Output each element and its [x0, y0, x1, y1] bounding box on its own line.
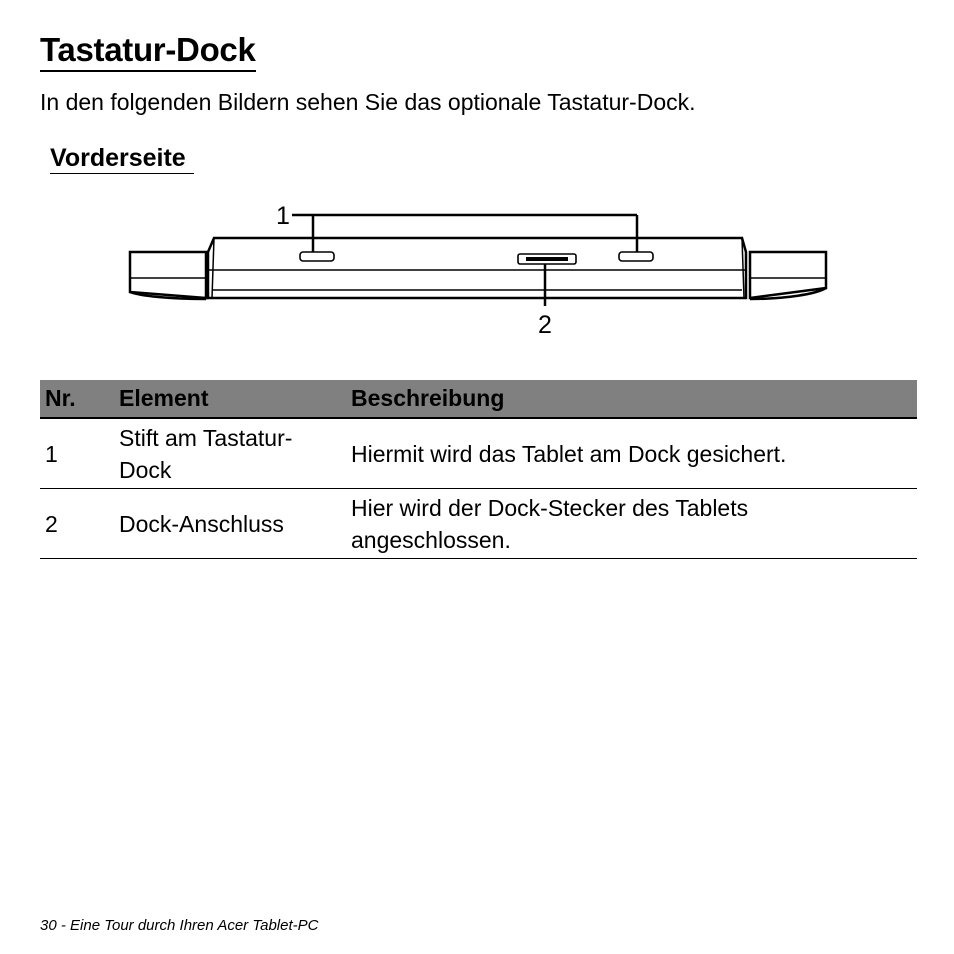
row-element-line: Stift am Tastatur- — [119, 424, 293, 451]
page-title: Tastatur-Dock — [40, 30, 256, 72]
element-description-table — [40, 380, 917, 559]
callout-2-label: 2 — [538, 311, 552, 339]
header-nr: Nr. — [40, 380, 114, 418]
row-element-line: Dock — [119, 456, 172, 483]
table-header-row — [40, 380, 917, 418]
dock-body — [208, 238, 746, 298]
row-element — [114, 489, 346, 559]
row-nr: 1 — [40, 418, 114, 489]
section-heading-vorderseite: Vorderseite — [50, 143, 194, 174]
row-element — [114, 418, 346, 489]
callout-1-label: 1 — [276, 202, 290, 230]
row-nr: 2 — [40, 489, 114, 559]
header-element: Element — [114, 380, 346, 418]
table-row — [40, 418, 917, 489]
table-row — [40, 489, 917, 559]
dock-pin-left — [300, 252, 334, 261]
page-footer: 30 - Eine Tour durch Ihren Acer Tablet-PC — [40, 917, 319, 934]
keyboard-dock-front-illustration — [120, 196, 840, 346]
row-description: Hier wird der Dock-Stecker des Tablets angeschlossen. — [346, 489, 917, 559]
left-hinge — [130, 252, 206, 299]
row-element-line: Dock-Anschluss — [119, 510, 284, 537]
dock-pin-right — [619, 252, 653, 261]
header-beschreibung: Beschreibung — [346, 380, 917, 418]
right-hinge — [750, 252, 826, 299]
intro-text: In den folgenden Bildern sehen Sie das optionale Tastatur-Dock. — [40, 89, 696, 115]
row-description: Hiermit wird das Tablet am Dock gesichert. — [346, 418, 917, 489]
